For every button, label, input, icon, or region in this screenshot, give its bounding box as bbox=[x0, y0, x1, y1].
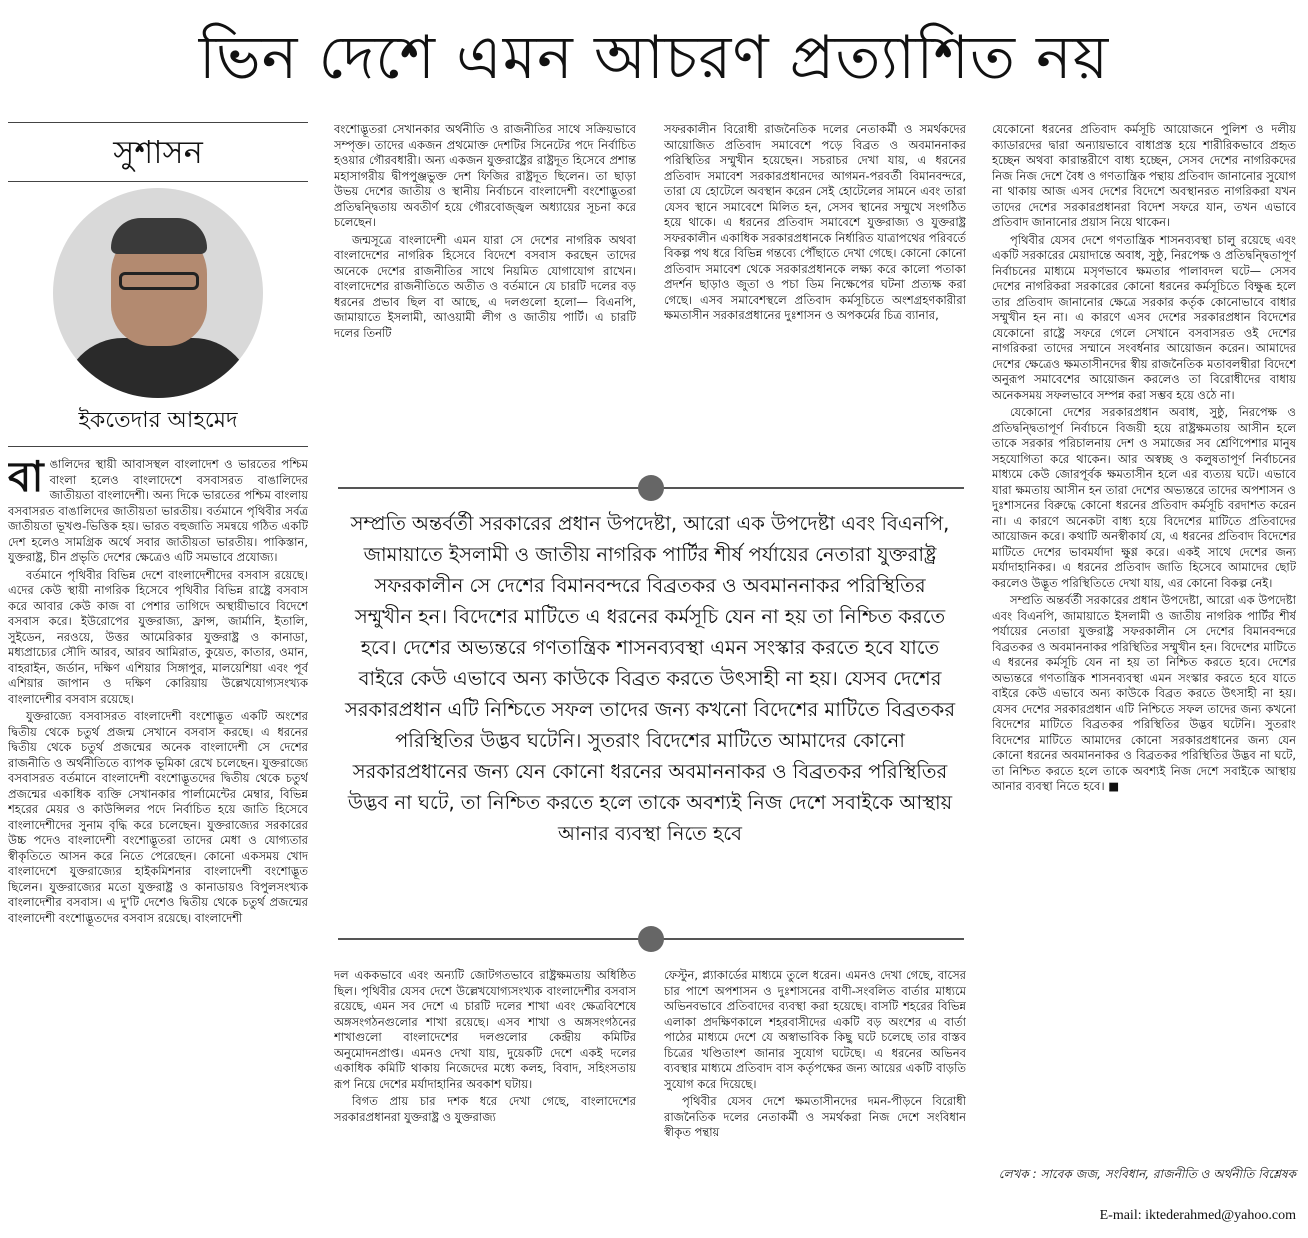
author-name: ইকতেদার আহমেদ bbox=[78, 408, 238, 433]
article-paragraph: যেকোনো দেশের সরকারপ্রধান অবাধ, সুষ্ঠু, নিরপেক্ষ ও প্রতিদ্বন্দ্বিতাপূর্ণ নির্বাচনে বিজয়ী হয়ে রাষ্ট্রক্ষমতায় আসীন হলে তাকে সরকার পরিচালনায় দেশ ও সমাজের সব শ্রেণিপেশার মানুষ সহযোগিতা করে থাকেন। আর অস্বচ্ছ ও কলুষতাপূর্ণ নির্বাচনের মাধ্যমে কেউ জোরপূর্বক ক্ষমতাসীন হলে এর ব্যত্যয় ঘটে। এভাবে যারা ক্ষমতায় আসীন হন তারা দেশের অভ্যন্তরে তাদের অপশাসন ও দুঃশাসনের বিরুদ্ধে কোনো ধরনের প্রতিবাদ কর্মসূচি বরদাশত করেন না। এ কারণে অনেকটা বাধ্য হয়ে বিদেশের মাটিতে প্রতিবাদের আয়োজন করে। কথাটি অনস্বীকার্য যে, এ ধরনের প্রতিবাদ বিদেশের মাটিতে দেশের ভাবমর্যাদা ক্ষুণ্ণ করে। একই সাথে দেশের জন্য মর্যাদাহানিকর। এ ধরনের প্রতিবাদ জাতি হিসেবে আমাদের ছোট করলেও উদ্ভূত পরিস্থিতিতে দেখা যায়, এর কোনো বিকল্প নেই। bbox=[992, 405, 1296, 590]
article-paragraph: বংশোদ্ভূতরা সেখানকার অর্থনীতি ও রাজনীতির সাথে সক্রিয়ভাবে সম্পৃক্ত। তাদের একজন প্রথমোক্ত দেশটির সিনেটের পদে নির্বাচিত হওয়ার গৌরবধারী। অন্য একজন যুক্তরাষ্ট্রের রাষ্ট্রদূত হিসেবে প্রশান্ত মহাসাগরীয় দ্বীপপুঞ্জভুক্ত দেশ ফিজির রাষ্ট্রদূত ছিলেন। তা ছাড়া উভয় দেশের জাতীয় ও স্থানীয় নির্বাচনে বাংলাদেশী বংশোদ্ভূতরা প্রতিদ্বন্দ্বিতায় অবতীর্ণ হয়ে গৌরবোজ্জ্বল অধ্যায়ের সূচনা করে চলেছেন। bbox=[334, 122, 636, 229]
column-3-top bbox=[664, 122, 966, 472]
article-paragraph: পৃথিবীর যেসব দেশে ক্ষমতাসীনদের দমন-পীড়নে বিরোধী রাজনৈতিক দলের নেতাকর্মী ও সমর্থকরা নিজ দেশে সংবিধান স্বীকৃত পন্থায় bbox=[664, 1094, 966, 1139]
article-paragraph: যুক্তরাজ্যে বসবাসরত বাংলাদেশী বংশোদ্ভূত একটি অংশের দ্বিতীয় থেকে চতুর্থ প্রজন্ম সেখানে বসবাস করছে। এ ধরনের দ্বিতীয় থেকে চতুর্থ প্রজন্মের অনেক বাংলাদেশী সে দেশের রাজনীতি ও অর্থনীতিতে ব্যাপক ভূমিকা রেখে চলেছেন। যুক্তরাজ্যে বসবাসরত বর্তমানে বাংলাদেশী বংশোদ্ভূতদের দ্বিতীয় থেকে চতুর্থ প্রজন্মের একাধিক ব্যক্তি সেখানকার পার্লামেন্টের মেম্বার, বিভিন্ন শহরের মেয়র ও কাউন্সিলর পদে নির্বাচিত হয়ে জাতি হিসেবে বাংলাদেশীদের সুনাম বৃদ্ধি করে চলেছেন। যুক্তরাজ্যের সরকারের উচ্চ পদেও বাংলাদেশী বংশোদ্ভূতরা তাদের মেধা ও যোগ্যতার স্বীকৃতিতে আসন করে নিতে পেরেছেন। কোনো একসময় খোদ বাংলাদেশে যুক্তরাজ্যের হাইকমিশনার বাংলাদেশী বংশোদ্ভূত ছিলেন। যুক্তরাজ্যের মতো যুক্তরাষ্ট্র ও কানাডায়ও বিপুলসংখ্যক বাংলাদেশীর বসবাস। এ দু'টি দেশেও দ্বিতীয় থেকে চতুর্থ প্রজন্মের বাংলাদেশী বংশোদ্ভূতদের বসবাস রয়েছে। বাংলাদেশী bbox=[8, 709, 308, 925]
column-4 bbox=[992, 122, 1296, 1202]
author-photo-shirt bbox=[63, 338, 253, 398]
section-rule-bottom bbox=[8, 181, 308, 182]
article-paragraph: পৃথিবীর যেসব দেশে গণতান্ত্রিক শাসনব্যবস্থা চালু রয়েছে এবং একটি সরকারের মেয়াদান্তে অবাধ, সুষ্ঠু, নিরপেক্ষ ও প্রতিদ্বন্দ্বিতাপূর্ণ নির্বাচনের মাধ্যমে মসৃণভাবে ক্ষমতার পালাবদল ঘটে— সেসব দেশের নাগরিকরা সরকারের কোনো ধরনের কর্মসূচিতে বিক্ষুব্ধ হলে তার প্রতিবাদ জানানোর ক্ষেত্রে সরকার কর্তৃক কোনোভাবে বাধার সম্মুখীন হন না। এ কারণে এসব দেশের সরকারপ্রধান বিদেশের যেকোনো রাষ্ট্রে সফরে গেলে সেখানে বসবাসরত ওই দেশের নাগরিকরা তাদের সম্মানে সংবর্ধনার আয়োজন করেন। আমাদের দেশের ক্ষেত্রেও ক্ষমতাসীনদের স্বীয় রাজনৈতিক মতাবলম্বীরা বিদেশে অনুরূপ সমাবেশের আয়োজন করলেও তা বিরোধীদের বাধায় অনেকসময় সফলভাবে সম্পন্ন করা সম্ভব হয়ে ওঠে না। bbox=[992, 232, 1296, 402]
pullquote-dot-top bbox=[638, 475, 664, 501]
pullquote-dot-bottom bbox=[638, 926, 664, 952]
article-paragraph: সফরকালীন বিরোধী রাজনৈতিক দলের নেতাকর্মী ও সমর্থকদের আয়োজিত প্রতিবাদ সমাবেশে পড়ে বিব্রত ও অবমাননাকর পরিস্থিতির সম্মুখীন হয়েছেন। সচরাচর দেখা যায়, এ ধরনের প্রতিবাদ সমাবেশ সরকারপ্রধানদের আগমন-পরবর্তী বিমানবন্দরে, তারা যে হোটেলে অবস্থান করেন সেই হোটেলের সামনে এবং তারা যেসব স্থানে সমাবেশে মিলিত হন, সেসব স্থানের সম্মুখে সংগঠিত হয়ে থাকে। এ ধরনের প্রতিবাদ সমাবেশে যুক্তরাজ্য ও যুক্তরাষ্ট্র সফরকালীন একাধিক সরকারপ্রধানকে নির্ধারিত যাত্রাপথের পরিবর্তে বিকল্প পথ ধরে বিভিন্ন গন্তব্যে পৌঁছাতে দেখা গেছে। কোনো কোনো প্রতিবাদ সমাবেশ থেকে সরকারপ্রধানকে লক্ষ্য করে কালো পতাকা প্রদর্শন ছাড়াও জুতা ও পচা ডিম নিক্ষেপের ঘটনা প্রত্যক্ষ করা গেছে। এসব সমাবেশস্থলে প্রতিবাদ কর্মসূচিতে অংশগ্রহণকারীরা ক্ষমতাসীন সরকারপ্রধানের দুঃশাসন ও অপকর্মের চিত্র ব্যানার, bbox=[664, 122, 966, 322]
article-paragraph: ফেস্টুন, প্ল্যাকার্ডের মাধ্যমে তুলে ধরেন। এমনও দেখা গেছে, বাসের চার পাশে অপশাসন ও দুঃশাসনের বাণী-সংবলিত বার্তার মাধ্যমে অভিনবভাবে প্রতিবাদের ব্যবস্থা করা হয়েছে। বাসটি শহরের বিভিন্ন এলাকা প্রদক্ষিণকালে শহরবাসীদের একটি বড় অংশের এ বার্তা পাঠের মাধ্যমে দেশে যে অস্বাভাবিক কিছু ঘটে চলেছে তার বাস্তব চিত্রের খণ্ডিতাংশ জানার সুযোগ ঘটেছে। এ ধরনের অভিনব ব্যবস্থার মাধ্যমে প্রতিবাদ বাস কর্তৃপক্ষের জন্য আয়ের একটি বাড়তি সুযোগ করে দিয়েছে। bbox=[664, 968, 966, 1091]
paragraph-text: ঙালিদের স্থায়ী আবাসস্থল বাংলাদেশ ও ভারতের পশ্চিম বাংলা হলেও বাংলাদেশে বসবাসরত বাঙালিদের জাতীয়তা বাংলাদেশী। অন্য দিকে ভারতের পশ্চিম বাংলায় বসবাসরত বাঙালিদের জাতীয়তা ভারতীয়। বর্তমানে পৃথিবীর সর্বত্র জাতীয়তা ভূখণ্ড-ভিত্তিক হয়। ভারত বহুজাতি সমন্বয়ে গঠিত একটি দেশ হলেও সামগ্রিক অর্থে সবার জাতীয়তা ভারতীয়। পাকিস্তান, যুক্তরাষ্ট্র, চীন প্রভৃতি দেশের ক্ষেত্রেও এটি সমভাবে প্রযোজ্য। bbox=[8, 457, 308, 564]
article-paragraph bbox=[8, 452, 308, 566]
author-photo-glasses bbox=[119, 272, 199, 290]
column-2-top bbox=[334, 122, 636, 472]
column-3-bottom bbox=[664, 968, 966, 1238]
sidebar-column bbox=[8, 122, 308, 1237]
author-email[interactable]: E-mail: iktederahmed@yahoo.com bbox=[1099, 1208, 1296, 1223]
section-label: সুশাসন bbox=[113, 133, 203, 171]
drop-cap: বা bbox=[8, 452, 44, 501]
article-paragraph: সম্প্রতি অন্তর্বর্তী সরকারের প্রধান উপদেষ্টা, আরো এক উপদেষ্টা এবং বিএনপি, জামায়াতে ইসলামী ও জাতীয় নাগরিক পার্টির শীর্ষ পর্যায়ের নেতারা যুক্তরাষ্ট্র সফরকালীন সে দেশের বিমানবন্দরে বিব্রতকর ও অবমাননাকর পরিস্থিতির সম্মুখীন হন। বিদেশের মাটিতে এ ধরনের কর্মসূচি যেন না হয় তা নিশ্চিত করতে হবে। দেশের অভ্যন্তরে গণতান্ত্রিক শাসনব্যবস্থা এমন সংস্কার করতে হবে যাতে বাইরে কেউ এভাবে অন্য কাউকে বিব্রত করতে উৎসাহী না হয়। যেসব দেশের সরকারপ্রধান এটি নিশ্চিতে সফল তাদের জন্য কখনো বিদেশের মাটিতে বিব্রতকর পরিস্থিতির উদ্ভব ঘটেনি। সুতরাং বিদেশের মাটিতে আমাদের কোনো সরকারপ্রধানের জন্য যেন কোনো ধরনের অবমাননাকর ও বিব্রতকর পরিস্থিতির উদ্ভব না ঘটে, তা নিশ্চিত করতে হলে তাকে অবশ্যই নিজ দেশে সবাইকে আস্থায় আনার ব্যবস্থা নিতে হবে। ■ bbox=[992, 593, 1296, 793]
article-paragraph: যেকোনো ধরনের প্রতিবাদ কর্মসূচি আয়োজনে পুলিশ ও দলীয় ক্যাডারদের দ্বারা অন্যায়ভাবে বাধাপ্রস্ত হয়ে শারীরিকভাবে প্রহৃত হচ্ছেন অথবা কারান্তরীণে বাধ্য হচ্ছেন, সেসব দেশের নাগরিকদের নিজ নিজ দেশে বৈধ ও গণতান্ত্রিক পন্থায় প্রতিবাদ জানানোর সুযোগ না থাকায় আজ এসব দেশের বিদেশে অবস্থানরত নাগরিকরা যখন তাদের দেশের সরকারপ্রধানরা বিদেশ সফরে যান, তখন এভাবে প্রতিবাদ জানানোর প্রয়াস নিয়ে থাকেন। bbox=[992, 122, 1296, 229]
pull-quote: সম্প্রতি অন্তর্বর্তী সরকারের প্রধান উপদেষ্টা, আরো এক উপদেষ্টা এবং বিএনপি, জামায়াতে ইসলামী ও জাতীয় নাগরিক পার্টির শীর্ষ পর্যায়ের নেতারা যুক্তরাষ্ট্র সফরকালীন সে দেশের বিমানবন্দরে বিব্রতকর ও অবমাননাকর পরিস্থিতির সম্মুখীন হন। বিদেশের মাটিতে এ ধরনের কর্মসূচি যেন না হয় তা নিশ্চিত করতে হবে। দেশের অভ্যন্তরে গণতান্ত্রিক শাসনব্যবস্থা এমন সংস্কার করতে হবে যাতে বাইরে কেউ এভাবে অন্য কাউকে বিব্রত করতে উৎসাহী না হয়। যেসব দেশের সরকারপ্রধান এটি নিশ্চিতে সফল তাদের জন্য কখনো বিদেশের মাটিতে বিব্রতকর পরিস্থিতির উদ্ভব ঘটেনি। সুতরাং বিদেশের মাটিতে আমাদের কোনো সরকারপ্রধানের জন্য যেন কোনো ধরনের অবমাননাকর ও বিব্রতকর পরিস্থিতির উদ্ভব না ঘটে, তা নিশ্চিত করতে হলে তাকে অবশ্যই নিজ দেশে সবাইকে আস্থায় আনার ব্যবস্থা নিতে হবে bbox=[344, 512, 956, 845]
article-paragraph: বিগত প্রায় চার দশক ধরে দেখা গেছে, বাংলাদেশের সরকারপ্রধানরা যুক্তরাষ্ট্র ও যুক্তরাজ্য bbox=[334, 1094, 636, 1124]
section-rule-top bbox=[8, 122, 308, 123]
article-paragraph: দল এককভাবে এবং অন্যটি জোটগতভাবে রাষ্ট্রক্ষমতায় অধিষ্ঠিত ছিল। পৃথিবীর যেসব দেশে উল্লেখযোগ্যসংখ্যক বাংলাদেশীর বসবাস রয়েছে, এমন সব দেশে এ চারটি দলের শাখা এবং ক্ষেত্রবিশেষে অঙ্গসংগঠনগুলোর শাখা রয়েছে। এসব শাখা ও অঙ্গসংগঠনের শাখাগুলো বাংলাদেশের দলগুলোর কেন্দ্রীয় কমিটির অনুমোদনপ্রাপ্ত। এমনও দেখা যায়, দুয়েকটি দেশে একই দলের একাধিক কমিটি থাকায় নিজেদের মধ্যে কলহ, বিবাদ, সহিংসতায় রূপ নিয়ে দেশের মর্যাদাহানির অবকাশ ঘটায়। bbox=[334, 968, 636, 1091]
headline: ভিন দেশে এমন আচরণ প্রত্যাশিত নয় bbox=[198, 23, 1110, 93]
author-photo-hair bbox=[111, 218, 207, 254]
author-photo bbox=[53, 188, 263, 398]
article-paragraph: বর্তমানে পৃথিবীর বিভিন্ন দেশে বাংলাদেশীদের বসবাস রয়েছে। এদের কেউ স্থায়ী নাগরিক হিসেবে পৃথিবীর বিভিন্ন রাষ্ট্রে বসবাস করে আবার কেউ কাজ বা পেশার তাগিদে অস্থায়ীভাবে বিদেশে বসবাস করে। ইউরোপের যুক্তরাজ্য, ফ্রান্স, জার্মানি, ইতালি, সুইডেন, নরওয়ে, উত্তর আমেরিকার যুক্তরাষ্ট্র ও কানাডা, মধ্যপ্রাচ্যের সৌদি আরব, আরব আমিরাত, কুয়েত, কাতার, ওমান, বাহরাইন, জর্ডান, দক্ষিণ এশিয়ার সিঙ্গাপুর, মালয়েশিয়া এবং পূর্ব এশিয়ার জাপান ও দক্ষিণ কোরিয়ায় উল্লেখযোগ্যসংখ্যক বাংলাদেশীর বসবাস রয়েছে। bbox=[8, 567, 308, 706]
article-paragraph: জন্মসূত্রে বাংলাদেশী এমন যারা সে দেশের নাগরিক অথবা বাংলাদেশের নাগরিক হিসেবে বিদেশে বসবাস করছেন তাদের অনেকে দেশের রাজনীতির সাথে নিয়মিত যোগাযোগ রাখেন। বাংলাদেশের রাজনীতিতে অতীত ও বর্তমানে যে চারটি দলের বড় ধরনের প্রভাব ছিল বা আছে, এ দলগুলো হলো— বিএনপি, জামায়াতে ইসলামী, আওয়ামী লীগ ও জাতীয় পার্টি। এ চারটি দলের তিনটি bbox=[334, 232, 636, 340]
author-credit: লেখক : সাবেক জজ, সংবিধান, রাজনীতি ও অর্থনীতি বিশ্লেষক bbox=[998, 1167, 1296, 1181]
column-2-bottom bbox=[334, 968, 636, 1238]
